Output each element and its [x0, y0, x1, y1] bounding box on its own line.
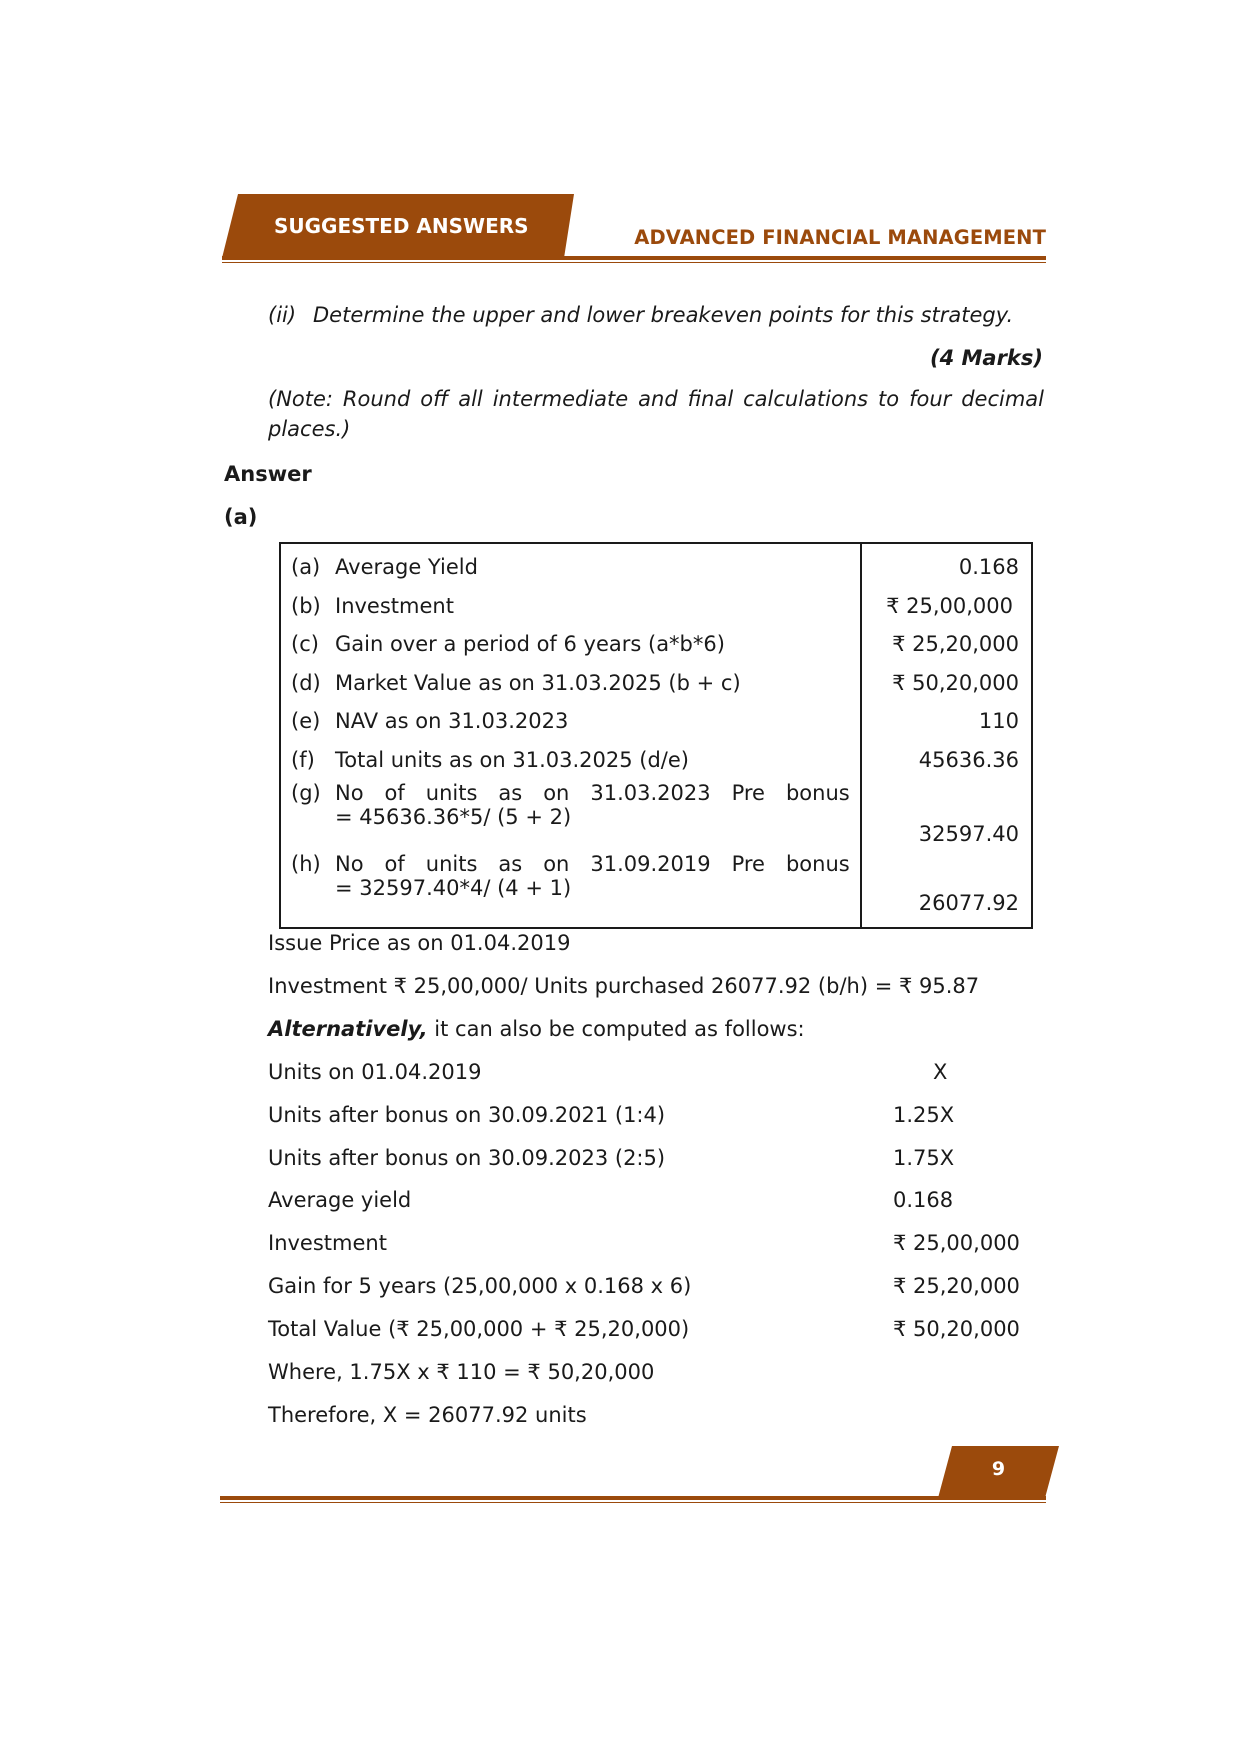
list-item-value: 0.168 — [893, 1188, 954, 1213]
row-value: 45636.36 — [918, 747, 1019, 772]
word: of — [384, 852, 405, 876]
word: 31.03.2023 — [590, 781, 711, 805]
row-label: (a) — [291, 555, 321, 580]
list-item — [268, 1314, 1028, 1357]
row-description-line2: = 45636.36*5/ (5 + 2) — [335, 805, 572, 829]
row-label: (g) — [291, 781, 321, 805]
list-item-key: Investment — [268, 1231, 387, 1256]
row-label: (b) — [291, 593, 321, 618]
row-description: Gain over a period of 6 years (a*b*6) — [335, 632, 725, 657]
word: as — [498, 852, 523, 876]
therefore-line: Therefore, X = 26077.92 units — [268, 1402, 587, 1427]
word: Pre — [731, 852, 765, 876]
table-descriptions — [280, 543, 861, 928]
list-item-value: 1.75X — [893, 1145, 955, 1170]
table-row — [291, 779, 850, 850]
table-values — [861, 543, 1032, 928]
answer-part-label: (a) — [224, 505, 258, 529]
list-item-key: Units after bonus on 30.09.2021 (1:4) — [268, 1102, 666, 1127]
alternative-rest: it can also be computed as follows: — [427, 1017, 805, 1041]
row-description: Investment — [335, 593, 454, 618]
row-label: (d) — [291, 670, 321, 695]
word: No — [335, 852, 364, 876]
answer-heading: Answer — [224, 462, 312, 486]
list-item — [268, 1271, 1028, 1314]
word: bonus — [785, 781, 850, 805]
conclusion — [268, 1357, 654, 1443]
row-description: Market Value as on 31.03.2025 (b + c) — [335, 670, 741, 695]
row-label: (f) — [291, 747, 315, 772]
row-description: Average Yield — [335, 555, 478, 580]
question-text: Determine the upper and lower breakeven points for this strategy. — [313, 303, 1014, 327]
row-label: (h) — [291, 852, 321, 876]
row-description — [335, 781, 850, 829]
list-item-key: Units after bonus on 30.09.2023 (2:5) — [268, 1145, 666, 1170]
word: of — [384, 781, 405, 805]
table-row — [291, 587, 850, 626]
table-row — [291, 741, 850, 780]
row-value: 32597.40 — [918, 822, 1019, 846]
row-label: (e) — [291, 709, 321, 734]
footer-rule — [220, 1496, 1046, 1500]
row-description — [335, 852, 850, 900]
row-value: ₹ 25,20,000 — [892, 632, 1019, 657]
list-item-key: Gain for 5 years (25,00,000 x 0.168 x 6) — [268, 1273, 692, 1298]
row-description-line2: = 32597.40*4/ (4 + 1) — [335, 876, 572, 900]
list-item — [268, 1143, 1028, 1186]
list-item-value: X — [933, 1060, 948, 1084]
row-description-line1 — [335, 781, 850, 805]
investment-line: Investment ₹ 25,00,000/ Units purchased 26077.92 (b/h) = ₹ 95.87 — [268, 974, 980, 998]
list-item-value: ₹ 25,20,000 — [893, 1273, 1020, 1298]
word: units — [425, 852, 478, 876]
calculation-table — [279, 542, 1033, 929]
header-title: ADVANCED FINANCIAL MANAGEMENT — [634, 226, 1046, 249]
row-description: NAV as on 31.03.2023 — [335, 709, 569, 734]
list-item — [268, 1100, 1028, 1143]
list-item — [268, 1228, 1028, 1271]
table-row — [291, 625, 850, 664]
alternative-list — [268, 1057, 1028, 1357]
list-item-value: 1.25X — [893, 1102, 955, 1127]
word: on — [543, 852, 570, 876]
question-number: (ii) — [268, 303, 297, 327]
table-row — [291, 850, 850, 921]
list-item-value: ₹ 25,00,000 — [893, 1231, 1020, 1256]
list-item-key: Units on 01.04.2019 — [268, 1060, 482, 1084]
page-number: 9 — [991, 1458, 1006, 1480]
row-value: 110 — [978, 709, 1019, 734]
word: units — [425, 781, 478, 805]
list-item-key: Average yield — [268, 1188, 412, 1213]
marks-label: (4 Marks) — [929, 346, 1043, 370]
row-value: ₹ 50,20,000 — [892, 670, 1019, 695]
table-row — [291, 664, 850, 703]
row-value: ₹ 25,00,000 — [886, 593, 1013, 618]
issue-price-line: Issue Price as on 01.04.2019 — [268, 931, 571, 955]
note-text: (Note: Round off all intermediate and final calculations to four decimal places.) — [268, 387, 1044, 441]
list-item-value: ₹ 50,20,000 — [893, 1316, 1020, 1341]
word: on — [543, 781, 570, 805]
header-rule — [222, 256, 1046, 260]
row-label: (c) — [291, 632, 319, 657]
alternative-line — [268, 1014, 805, 1044]
question-ii — [268, 300, 1013, 330]
list-item-key: Total Value (₹ 25,00,000 + ₹ 25,20,000) — [268, 1316, 690, 1341]
row-value: 0.168 — [958, 555, 1019, 580]
word: bonus — [785, 852, 850, 876]
list-item — [268, 1185, 1028, 1228]
header-left-label: SUGGESTED ANSWERS — [274, 214, 529, 238]
table-row — [291, 702, 850, 741]
header-rule-thin — [222, 262, 1046, 263]
word: No — [335, 781, 364, 805]
row-value: 26077.92 — [918, 891, 1019, 915]
table-row — [291, 548, 850, 587]
row-description: Total units as on 31.03.2025 (d/e) — [335, 747, 689, 772]
footer-rule-thin — [220, 1502, 1046, 1503]
word: as — [498, 781, 523, 805]
word: Pre — [731, 781, 765, 805]
row-description-line1 — [335, 852, 850, 876]
alternative-bold: Alternatively, — [268, 1017, 428, 1041]
word: 31.09.2019 — [590, 852, 711, 876]
list-item — [268, 1057, 1028, 1100]
where-line: Where, 1.75X x ₹ 110 = ₹ 50,20,000 — [268, 1360, 655, 1384]
